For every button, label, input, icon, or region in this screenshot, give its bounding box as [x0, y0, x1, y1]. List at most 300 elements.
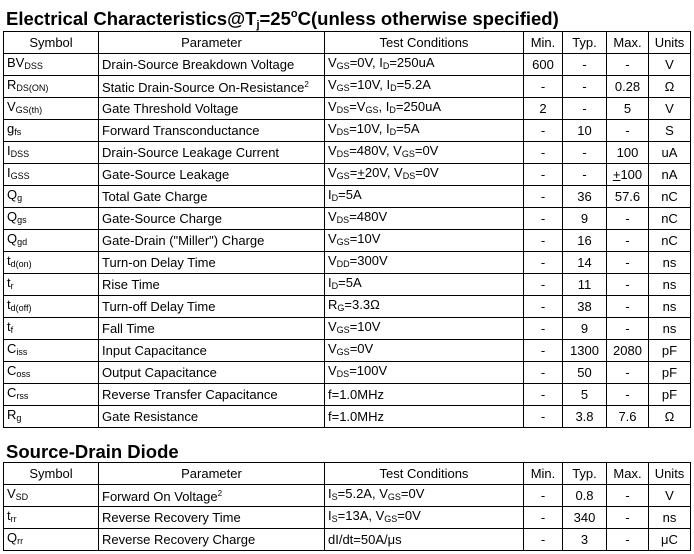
conditions-cell: [325, 164, 524, 186]
typ-value: 14: [563, 252, 607, 274]
condition-subscript: GS: [384, 514, 398, 524]
header-symbol: Symbol: [4, 463, 99, 485]
typ-value: -: [563, 98, 607, 120]
header-parameter: Parameter: [99, 32, 325, 54]
condition-text: =250uA: [389, 55, 435, 70]
condition-subscript: GS: [387, 492, 401, 502]
max-text: -: [625, 531, 630, 547]
symbol-cell: [4, 54, 99, 76]
max-text: 0.28: [614, 78, 641, 94]
condition-text: =13A, V: [337, 508, 385, 523]
parameter-cell: [99, 296, 325, 318]
symbol-text: V: [7, 99, 16, 114]
condition-text: =5A: [338, 275, 362, 290]
conditions-cell: [325, 120, 524, 142]
symbol-text: R: [7, 407, 17, 422]
max-value: [607, 252, 649, 274]
conditions-cell: [325, 507, 524, 529]
parameter-text: Turn-on Delay Time: [102, 254, 216, 270]
symbol-subscript: g: [17, 193, 23, 203]
condition-text: =480V, V: [349, 143, 402, 158]
condition-text: =10V, I: [349, 77, 391, 92]
condition-subscript: D: [389, 127, 397, 137]
max-text: -: [625, 254, 630, 270]
symbol-cell: [4, 485, 99, 507]
symbol-cell: [4, 274, 99, 296]
condition-text: =: [349, 165, 358, 180]
symbol-cell: [4, 406, 99, 428]
table-row: [4, 252, 691, 274]
unit-value: ns: [649, 274, 691, 296]
min-value: -: [524, 252, 563, 274]
table-row: [4, 406, 691, 428]
symbol-text: t: [7, 297, 11, 312]
unit-value: nC: [649, 208, 691, 230]
conditions-cell: [325, 76, 524, 98]
symbol-subscript: d(on): [10, 259, 32, 269]
typ-value: 1300: [563, 340, 607, 362]
symbol-subscript: DS(ON): [16, 83, 49, 93]
parameter-cell: [99, 507, 325, 529]
symbol-cell: [4, 98, 99, 120]
max-value: [607, 340, 649, 362]
max-text: 5: [623, 100, 632, 116]
symbol-text: Q: [7, 231, 18, 246]
symbol-subscript: GSS: [10, 171, 30, 181]
condition-text: V: [328, 165, 337, 180]
table-row: [4, 485, 691, 507]
header-row: [4, 32, 691, 54]
symbol-subscript: GS(th): [15, 105, 43, 115]
min-value: -: [524, 296, 563, 318]
header-parameter: Parameter: [99, 463, 325, 485]
symbol-cell: [4, 296, 99, 318]
max-value: [607, 274, 649, 296]
unit-value: Ω: [649, 76, 691, 98]
condition-subscript: GS: [336, 83, 350, 93]
electrical-characteristics-table: [3, 31, 691, 428]
max-text: 100: [620, 166, 643, 182]
condition-text: =0V: [397, 508, 421, 523]
symbol-cell: [4, 252, 99, 274]
max-value: [607, 529, 649, 551]
typ-value: 10: [563, 120, 607, 142]
parameter-text: Input Capacitance: [102, 342, 207, 358]
symbol-text: BV: [7, 55, 25, 70]
conditions-cell: [325, 406, 524, 428]
condition-text: =V: [349, 99, 366, 114]
conditions-cell: [325, 318, 524, 340]
condition-text: =0V, I: [349, 55, 383, 70]
typ-value: 11: [563, 274, 607, 296]
parameter-text: Drain-Source Leakage Current: [102, 144, 280, 160]
unit-value: ns: [649, 507, 691, 529]
min-value: -: [524, 120, 563, 142]
condition-subscript: D: [390, 83, 397, 93]
parameter-cell: [99, 76, 325, 98]
symbol-text: Q: [7, 530, 18, 545]
condition-subscript: GS: [336, 61, 350, 71]
table-row: [4, 164, 691, 186]
max-value: [607, 142, 649, 164]
header-test-conditions: Test Conditions: [325, 32, 524, 54]
condition-text: V: [328, 99, 337, 114]
parameter-text: Drain-Source Breakdown Voltage: [102, 56, 295, 72]
unit-value: pF: [649, 384, 691, 406]
max-text: 7.6: [618, 408, 637, 424]
condition-text: =0V: [349, 341, 374, 356]
condition-text: V: [328, 121, 337, 136]
symbol-cell: [4, 384, 99, 406]
condition-text: =250uA: [395, 99, 441, 114]
parameter-cell: [99, 485, 325, 507]
condition-subscript: DS: [336, 369, 350, 379]
condition-text: =300V: [349, 253, 388, 268]
parameter-text: Rise Time: [102, 276, 160, 292]
table-row: [4, 54, 691, 76]
symbol-subscript: DSS: [10, 149, 30, 159]
typ-value: -: [563, 54, 607, 76]
max-value: [607, 186, 649, 208]
conditions-cell: [325, 208, 524, 230]
symbol-cell: [4, 76, 99, 98]
condition-subscript: D: [331, 193, 339, 203]
source-drain-diode-title: Source-Drain Diode: [6, 441, 179, 462]
max-value: [607, 318, 649, 340]
header-max: Max.: [607, 463, 649, 485]
parameter-cell: [99, 252, 325, 274]
table-row: [4, 186, 691, 208]
symbol-text: t: [7, 319, 11, 334]
symbol-text: C: [7, 341, 17, 356]
parameter-cell: [99, 208, 325, 230]
typ-value: -: [563, 142, 607, 164]
symbol-subscript: DSS: [24, 61, 43, 71]
min-value: -: [524, 362, 563, 384]
condition-subscript: DS: [402, 171, 416, 181]
header-typ: Typ.: [563, 32, 607, 54]
symbol-text: Q: [7, 209, 18, 224]
condition-text: =10V, I: [349, 121, 390, 136]
max-text: -: [625, 122, 630, 138]
unit-value: μC: [649, 529, 691, 551]
symbol-cell: [4, 362, 99, 384]
condition-subscript: G: [337, 303, 345, 313]
max-value: [607, 120, 649, 142]
unit-value: pF: [649, 362, 691, 384]
symbol-subscript: gd: [17, 237, 28, 247]
min-value: -: [524, 208, 563, 230]
max-text: 2080: [613, 342, 642, 358]
symbol-subscript: SD: [15, 492, 29, 502]
condition-subscript: D: [382, 61, 390, 71]
unit-value: pF: [649, 340, 691, 362]
header-min: Min.: [524, 463, 563, 485]
symbol-cell: [4, 164, 99, 186]
unit-value: ns: [649, 252, 691, 274]
condition-text: , I: [378, 99, 390, 114]
min-value: -: [524, 142, 563, 164]
symbol-subscript: d(off): [10, 303, 32, 313]
typ-value: 9: [563, 208, 607, 230]
max-text: -: [625, 386, 630, 402]
symbol-cell: [4, 208, 99, 230]
table-row: [4, 296, 691, 318]
symbol-subscript: gs: [17, 215, 27, 225]
table-row: [4, 98, 691, 120]
unit-value: nC: [649, 186, 691, 208]
parameter-cell: [99, 318, 325, 340]
parameter-cell: [99, 529, 325, 551]
condition-text: =3.3Ω: [344, 297, 380, 312]
condition-text: f=1.0MHz: [328, 386, 384, 402]
table-row: [4, 142, 691, 164]
min-value: 2: [524, 98, 563, 120]
condition-text: I: [328, 508, 332, 523]
header-row: [4, 463, 691, 485]
symbol-text: t: [7, 253, 11, 268]
condition-text: V: [328, 209, 337, 224]
condition-subscript: GS: [336, 237, 350, 247]
table-row: [4, 274, 691, 296]
header-min: Min.: [524, 32, 563, 54]
condition-text: =10V: [349, 231, 381, 246]
unit-value: uA: [649, 142, 691, 164]
max-value: [607, 296, 649, 318]
symbol-text: Q: [7, 187, 18, 202]
condition-text: I: [328, 275, 332, 290]
max-value: [607, 164, 649, 186]
condition-subscript: DS: [336, 127, 350, 137]
parameter-cell: [99, 384, 325, 406]
parameter-cell: [99, 186, 325, 208]
conditions-cell: [325, 362, 524, 384]
max-value: [607, 98, 649, 120]
table-row: [4, 507, 691, 529]
unit-value: Ω: [649, 406, 691, 428]
parameter-text: Fall Time: [102, 320, 155, 336]
symbol-cell: [4, 318, 99, 340]
symbol-subscript: oss: [16, 369, 31, 379]
condition-text: V: [328, 319, 337, 334]
parameter-cell: [99, 98, 325, 120]
max-text: -: [625, 320, 630, 336]
header-symbol: Symbol: [4, 32, 99, 54]
table-row: [4, 208, 691, 230]
parameter-text: Gate Threshold Voltage: [102, 100, 239, 116]
conditions-cell: [325, 340, 524, 362]
symbol-text: C: [7, 385, 17, 400]
header-units: Units: [649, 463, 691, 485]
min-value: 600: [524, 54, 563, 76]
max-value: [607, 384, 649, 406]
symbol-subscript: fs: [14, 127, 22, 137]
condition-text: I: [328, 486, 332, 501]
table-row: [4, 76, 691, 98]
condition-text: =100V: [349, 363, 388, 378]
table-row: [4, 529, 691, 551]
parameter-text: Static Drain-Source On-Resistance: [102, 80, 305, 95]
typ-value: 3: [563, 529, 607, 551]
unit-value: V: [649, 485, 691, 507]
max-text: -: [625, 487, 630, 503]
condition-subscript: DS: [336, 215, 350, 225]
symbol-text: C: [7, 363, 17, 378]
symbol-text: t: [7, 275, 11, 290]
min-value: -: [524, 76, 563, 98]
symbol-cell: [4, 186, 99, 208]
parameter-text: Output Capacitance: [102, 364, 217, 380]
note-superscript: 2: [217, 489, 223, 498]
condition-text: I: [328, 187, 332, 202]
symbol-text: I: [7, 143, 11, 158]
condition-text: V: [328, 77, 337, 92]
header-max: Max.: [607, 32, 649, 54]
parameter-text: Gate Resistance: [102, 408, 199, 424]
note-superscript: 2: [304, 80, 309, 89]
condition-text: =10V: [349, 319, 381, 334]
unit-value: nC: [649, 230, 691, 252]
max-text: 100: [616, 144, 639, 160]
symbol-cell: [4, 142, 99, 164]
parameter-text: Gate-Drain ("Miller") Charge: [102, 232, 265, 248]
min-value: -: [524, 230, 563, 252]
typ-value: 16: [563, 230, 607, 252]
condition-subscript: S: [331, 514, 338, 524]
symbol-subscript: rr: [17, 536, 24, 546]
table-row: [4, 384, 691, 406]
conditions-cell: [325, 529, 524, 551]
conditions-cell: [325, 296, 524, 318]
symbol-text: I: [7, 165, 11, 180]
symbol-subscript: rss: [16, 391, 29, 401]
parameter-cell: [99, 120, 325, 142]
parameter-cell: [99, 274, 325, 296]
parameter-cell: [99, 406, 325, 428]
parameter-cell: [99, 164, 325, 186]
max-value: [607, 406, 649, 428]
parameter-text: Forward On Voltage: [102, 489, 218, 504]
condition-text: V: [328, 363, 337, 378]
conditions-cell: [325, 252, 524, 274]
typ-value: 36: [563, 186, 607, 208]
unit-value: ns: [649, 318, 691, 340]
condition-subscript: DD: [336, 259, 350, 269]
condition-subscript: S: [331, 492, 338, 502]
parameter-text: Reverse Recovery Time: [102, 509, 241, 525]
condition-subscript: D: [331, 281, 339, 291]
min-value: -: [524, 186, 563, 208]
condition-text: f=1.0MHz: [328, 408, 384, 424]
typ-value: -: [563, 164, 607, 186]
parameter-text: Gate-Source Charge: [102, 210, 222, 226]
conditions-cell: [325, 384, 524, 406]
max-value: [607, 507, 649, 529]
table-row: [4, 120, 691, 142]
condition-text: =5.2A, V: [337, 486, 388, 501]
condition-text: dI/dt=50A/μs: [328, 531, 402, 547]
min-value: -: [524, 384, 563, 406]
condition-subscript: DS: [336, 105, 350, 115]
max-text: -: [625, 210, 630, 226]
min-value: -: [524, 318, 563, 340]
max-plus-minus: +: [612, 166, 621, 182]
max-value: [607, 485, 649, 507]
parameter-text: Total Gate Charge: [102, 188, 208, 204]
symbol-text: t: [7, 508, 11, 523]
condition-subscript: DS: [336, 149, 350, 159]
parameter-cell: [99, 54, 325, 76]
typ-value: -: [563, 76, 607, 98]
symbol-subscript: r: [10, 281, 14, 291]
condition-text: V: [328, 143, 337, 158]
max-value: [607, 54, 649, 76]
source-drain-diode-table: [3, 462, 691, 551]
parameter-cell: [99, 362, 325, 384]
table-row: [4, 318, 691, 340]
unit-value: nA: [649, 164, 691, 186]
parameter-text: Forward Transconductance: [102, 122, 260, 138]
min-value: -: [524, 274, 563, 296]
min-value: -: [524, 507, 563, 529]
header-typ: Typ.: [563, 463, 607, 485]
symbol-subscript: f: [10, 325, 14, 335]
unit-value: V: [649, 98, 691, 120]
condition-plus-minus: +: [357, 165, 365, 180]
condition-text: 20V, V: [364, 165, 403, 180]
conditions-cell: [325, 98, 524, 120]
typ-value: 3.8: [563, 406, 607, 428]
conditions-cell: [325, 186, 524, 208]
typ-value: 0.8: [563, 485, 607, 507]
min-value: -: [524, 340, 563, 362]
symbol-text: V: [7, 486, 16, 501]
condition-subscript: GS: [365, 105, 379, 115]
condition-text: R: [328, 297, 338, 312]
condition-subscript: GS: [336, 347, 350, 357]
condition-subscript: D: [389, 105, 396, 115]
header-test-conditions: Test Conditions: [325, 463, 524, 485]
conditions-cell: [325, 274, 524, 296]
conditions-cell: [325, 54, 524, 76]
parameter-cell: [99, 142, 325, 164]
condition-text: V: [328, 55, 337, 70]
unit-value: ns: [649, 296, 691, 318]
symbol-text: g: [7, 121, 15, 136]
condition-text: =0V: [414, 143, 439, 158]
parameter-cell: [99, 340, 325, 362]
conditions-cell: [325, 485, 524, 507]
typ-value: 9: [563, 318, 607, 340]
max-text: -: [625, 276, 630, 292]
symbol-subscript: iss: [16, 347, 28, 357]
conditions-cell: [325, 230, 524, 252]
unit-value: V: [649, 54, 691, 76]
max-value: [607, 230, 649, 252]
condition-subscript: GS: [401, 149, 415, 159]
symbol-subscript: g: [16, 413, 22, 423]
symbol-cell: [4, 230, 99, 252]
max-value: [607, 208, 649, 230]
max-text: -: [625, 56, 630, 72]
unit-value: S: [649, 120, 691, 142]
table-row: [4, 340, 691, 362]
min-value: -: [524, 164, 563, 186]
condition-text: V: [328, 231, 337, 246]
header-units: Units: [649, 32, 691, 54]
max-text: -: [625, 364, 630, 380]
typ-value: 50: [563, 362, 607, 384]
